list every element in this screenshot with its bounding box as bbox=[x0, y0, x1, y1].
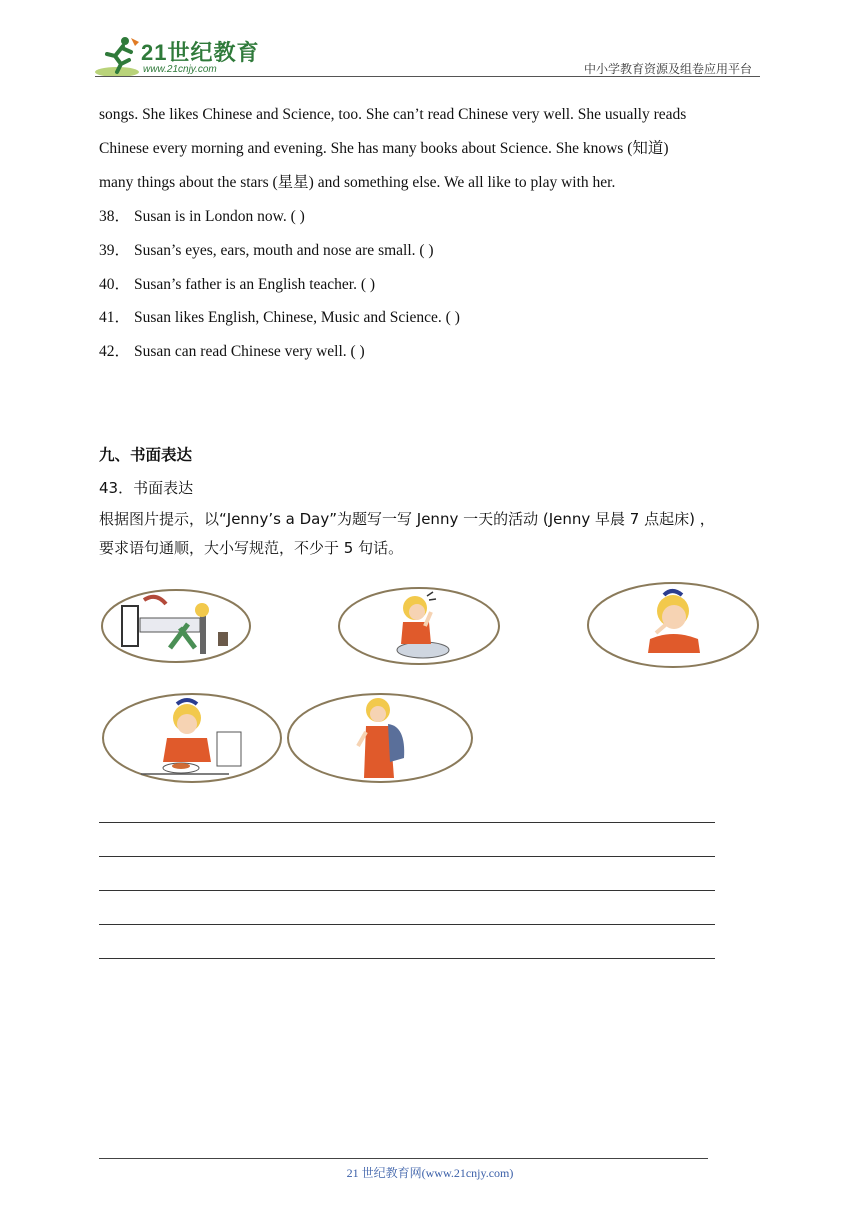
writing-line[interactable] bbox=[99, 958, 715, 959]
header-tagline: 中小学教育资源及组卷应用平台 bbox=[583, 62, 752, 76]
question-text: Susan likes English, Chinese, Music and Science. ( ) bbox=[134, 309, 460, 326]
breakfast-picture bbox=[101, 692, 283, 784]
section-title: 九、书面表达 bbox=[99, 446, 193, 464]
logo-text: 21世纪教育 bbox=[141, 40, 260, 65]
question-number: 42． bbox=[99, 343, 131, 360]
wash-face-picture bbox=[337, 586, 501, 666]
question-text: Susan is in London now. ( ) bbox=[134, 208, 305, 225]
question-number: 39． bbox=[99, 242, 131, 259]
wake-up-picture bbox=[100, 588, 252, 664]
question-39 bbox=[99, 241, 434, 261]
runner-icon bbox=[95, 34, 141, 78]
footer-text: 21 世纪教育网(www.21cnjy.com) bbox=[346, 1166, 514, 1180]
page-header bbox=[95, 30, 760, 80]
passage-line: many things about the stars (星星) and something else. We all like to play with her. bbox=[99, 174, 616, 191]
logo-url: www.21cnjy.com bbox=[143, 64, 217, 75]
question-40 bbox=[99, 275, 375, 295]
question-38 bbox=[99, 207, 305, 227]
writing-line[interactable] bbox=[99, 924, 715, 925]
writing-line[interactable] bbox=[99, 822, 715, 823]
go-to-school-picture bbox=[286, 692, 474, 784]
question-text: Susan can read Chinese very well. ( ) bbox=[134, 343, 365, 360]
footer-divider bbox=[99, 1158, 708, 1159]
header-divider bbox=[95, 76, 760, 77]
site-logo bbox=[95, 34, 265, 78]
question-43-label: 43．书面表达 bbox=[99, 479, 194, 497]
brush-teeth-picture bbox=[586, 581, 760, 669]
question-text: Susan’s eyes, ears, mouth and nose are small. ( ) bbox=[134, 242, 434, 259]
writing-line[interactable] bbox=[99, 890, 715, 891]
question-42 bbox=[99, 342, 365, 362]
question-number: 38． bbox=[99, 208, 131, 225]
passage-line: songs. She likes Chinese and Science, too. She can’t read Chinese very well. She usually reads bbox=[99, 106, 687, 123]
question-number: 40． bbox=[99, 276, 131, 293]
prompt-line: 根据图片提示，以“Jenny’s a Day”为题写一写 Jenny 一天的活动 (Jenny 早晨 7 点起床) ， bbox=[99, 510, 715, 528]
prompt-line: 要求语句通顺，大小写规范，不少于 5 句话。 bbox=[99, 539, 404, 557]
question-number: 41． bbox=[99, 309, 131, 326]
question-41 bbox=[99, 308, 460, 328]
question-text: Susan’s father is an English teacher. ( ) bbox=[134, 276, 376, 293]
passage-line: Chinese every morning and evening. She has many books about Science. She knows (知道) bbox=[99, 140, 669, 157]
writing-prompt bbox=[99, 505, 763, 563]
writing-line[interactable] bbox=[99, 856, 715, 857]
reading-passage bbox=[99, 98, 761, 200]
